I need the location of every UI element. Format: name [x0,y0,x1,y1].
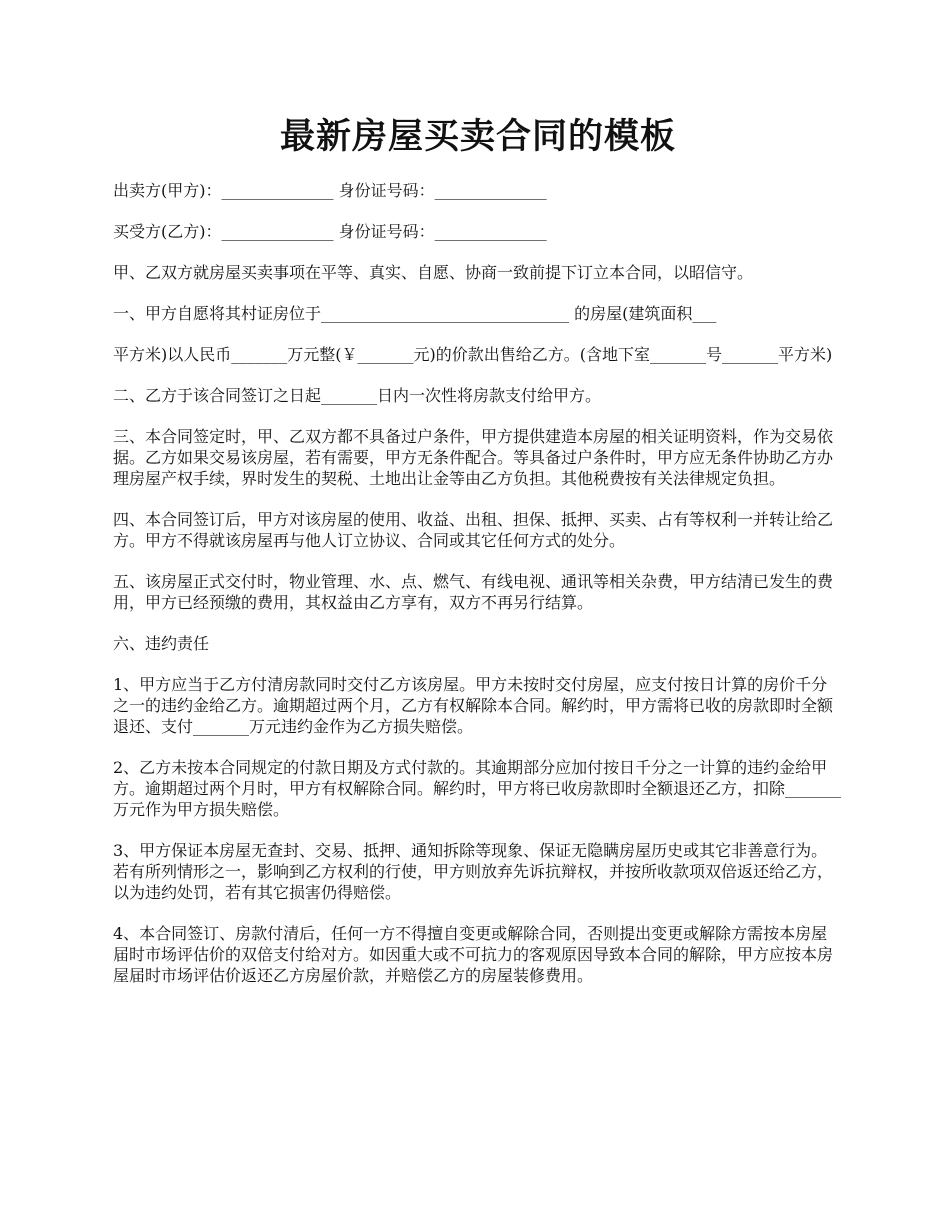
document-title: 最新房屋买卖合同的模板 [279,116,676,157]
seller-line: 出卖方(甲方)：______________ 身份证号码：______________ [113,181,547,200]
clause-2: 二、乙方于该合同签订之日起_______日内一次性将房款支付给甲方。 [113,386,602,405]
buyer-line: 买受方(乙方)：______________ 身份证号码：______________ [113,222,547,241]
preamble-paragraph: 甲、乙双方就房屋买卖事项在平等、真实、自愿、协商一致前提下订立本合同，以昭信守。 [113,263,754,282]
clause-6-heading: 六、违约责任 [113,634,210,653]
document-page [113,112,843,1006]
clause-6-item-1: 1、甲方应当于乙方付清房款同时交付乙方该房屋。甲方未按时交付房屋，应支付按日计算的房价千分之一的违约金给乙方。逾期超过两个月，乙方有权解除本合同。解约时，甲方需将已收的房款即时全额退还、支付_______万元违约金作为乙方损失赔偿。 [113,675,834,736]
clause-6-item-3: 3、甲方保证本房屋无查封、交易、抵押、通知拆除等现象、保证无隐瞒房屋历史或其它非善意行为。若有所列情形之一，影响到乙方权利的行使，甲方则放弃先诉抗辩权，并按所收款项双倍返还给乙方，以为违约处罚，若有其它损害仍得赔偿。 [113,841,834,902]
clause-5: 五、该房屋正式交付时，物业管理、水、点、燃气、有线电视、通讯等相关杂费，甲方结清已发生的费用，甲方已经预缴的费用，其权益由乙方享有，双方不再另行结算。 [113,572,834,612]
clause-3: 三、本合同签定时，甲、乙双方都不具备过户条件，甲方提供建造本房屋的相关证明资料，作为交易依据。乙方如果交易该房屋，若有需要，甲方无条件配合。等具备过户条件时，甲方应无条件协助乙方办理房屋产权手续，界时发生的契税、土地出让金等由乙方负担。其他税费按有关法律规定负担。 [113,427,834,488]
clause-4: 四、本合同签订后，甲方对该房屋的使用、收益、出租、担保、抵押、买卖、占有等权利一并转让给乙方。甲方不得就该房屋再与他人订立协议、合同或其它任何方式的处分。 [113,510,834,550]
clause-1-location: 一、甲方自愿将其村证房位于_______________________________ 的房屋(建筑面积___ [113,304,717,323]
clause-1-price: 平方米)以人民币_______万元整(￥_______元)的价款出售给乙方。(含地下室_______号_______平方米) [113,345,833,364]
clause-6-item-4: 4、本合同签订、房款付清后，任何一方不得擅自变更或解除合同，否则提出变更或解除方需按本房屋届时市场评估价的双倍支付给对方。如因重大或不可抗力的客观原因导致本合同的解除，甲方应按本房屋届时市场评估价返还乙方房屋价款，并赔偿乙方的房屋装修费用。 [113,924,834,985]
clause-6-item-2: 2、乙方未按本合同规定的付款日期及方式付款的。其逾期部分应加付按日千分之一计算的违约金给甲方。逾期超过两个月时，甲方有权解除合同。解约时，甲方将已收房款即时全额退还乙方，扣除_______万元作为甲方损失赔偿。 [113,758,842,819]
